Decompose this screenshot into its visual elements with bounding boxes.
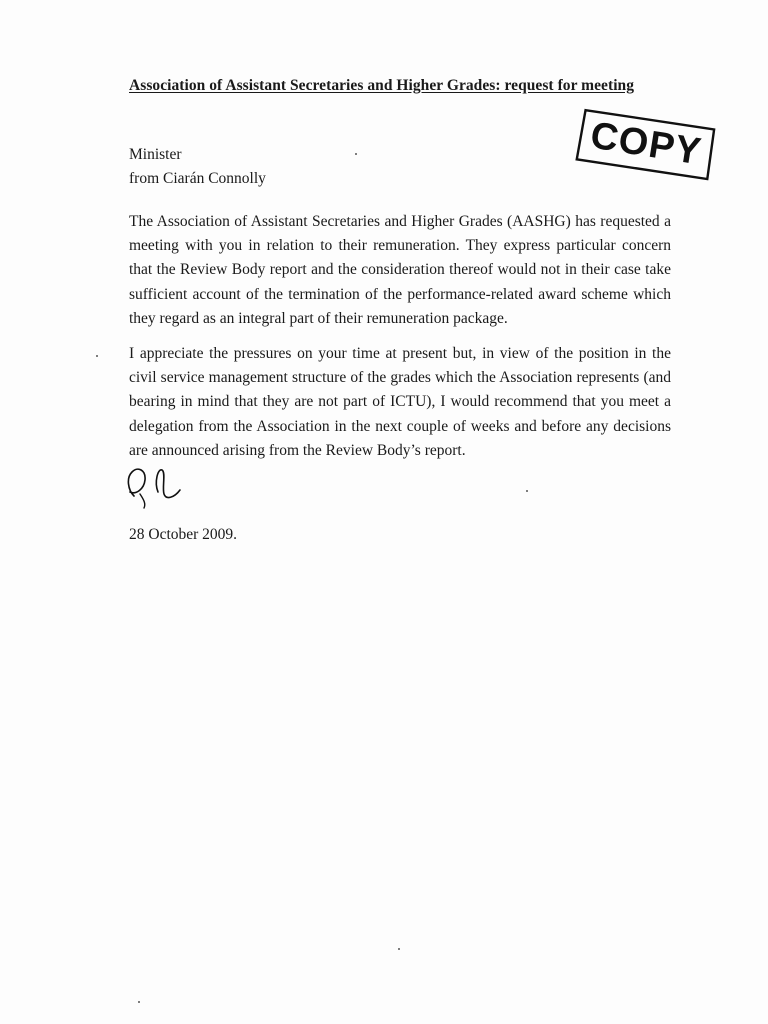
sender-line: from Ciarán Connolly: [129, 170, 266, 187]
body-paragraph-1: The Association of Assistant Secretaries and Higher Grades (AASHG) has requested a meeting with you in relation to their remuneration. They express particular concern that the Review Body report and the consideration thereof would not in their case take sufficient account of the termination of the performance-related award scheme which they regard as an integral part of their remuneration package.: [129, 213, 671, 327]
copy-stamp: [574, 106, 717, 183]
handwritten-signature: [122, 462, 188, 510]
scan-speck: [138, 1001, 140, 1003]
stamp-label: COPY: [587, 114, 705, 173]
scan-speck: [398, 948, 400, 950]
body-paragraph-2: I appreciate the pressures on your time at present but, in view of the position in the civil service management structure of the grades which the Association represents (and bearing in mind that they are not part of ICTU), I would recommend that you meet a delegation from the Association in the next couple of weeks and before any decisions are announced arising from the Review Body’s report.: [129, 345, 671, 459]
scan-speck: [526, 490, 528, 492]
scan-speck: [96, 355, 98, 357]
scan-speck: [355, 153, 357, 155]
memo-title: Association of Assistant Secretaries and Higher Grades: request for meeting: [129, 77, 635, 94]
recipient-line: Minister: [129, 146, 182, 163]
signature-icon: [122, 462, 188, 510]
memo-date: 28 October 2009.: [129, 526, 238, 543]
